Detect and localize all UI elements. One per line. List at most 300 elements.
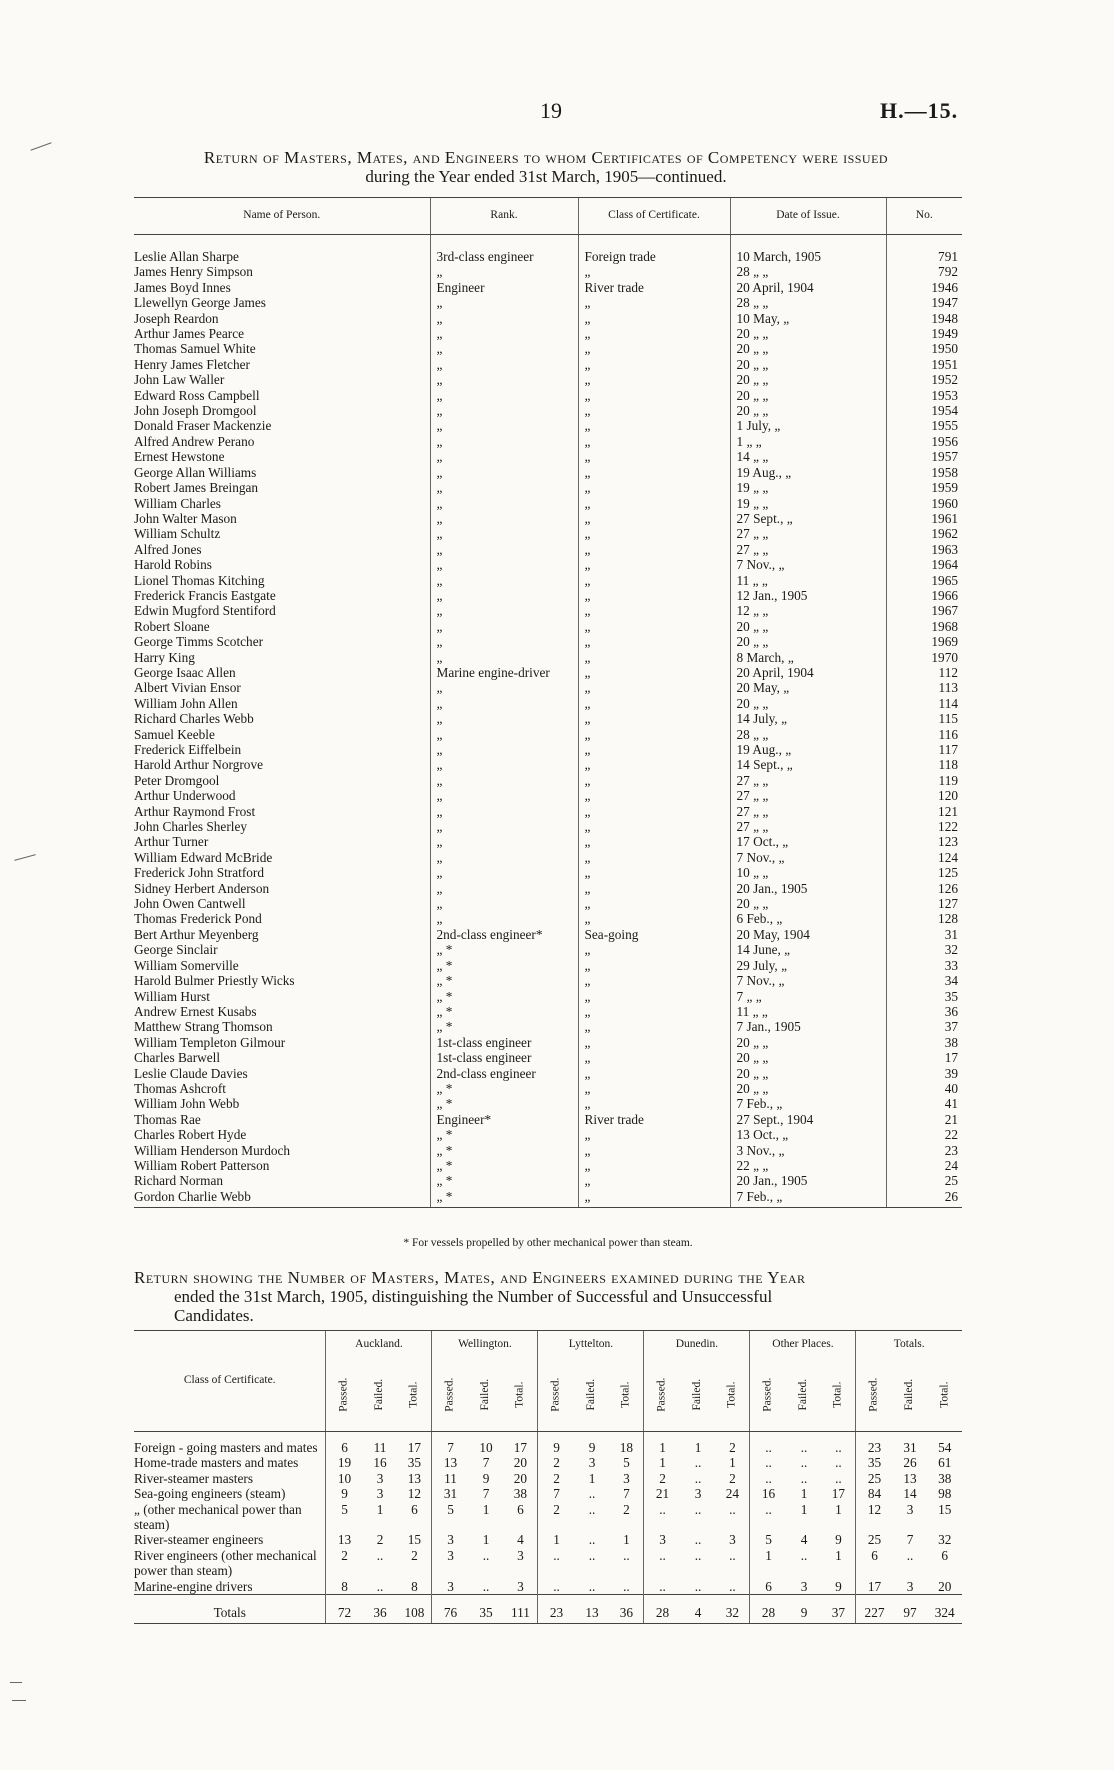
cell-value: 13 [903, 1470, 917, 1486]
table-row [134, 1189, 962, 1208]
cell-value: .. [588, 1547, 596, 1563]
table-row [134, 650, 962, 665]
certificate-class: „ [578, 1035, 730, 1050]
cell-value: 7 [482, 1486, 490, 1502]
subcolumn-label: Passed. [655, 1377, 668, 1413]
table-row [134, 619, 962, 634]
cell-value: 2 [644, 1471, 681, 1486]
rank: 1st-class engineer [430, 1050, 578, 1065]
certificate-number: 32 [886, 942, 962, 957]
cell-value: 3 [694, 1486, 702, 1502]
table2-title-line2: ended the 31st March, 1905, distinguishing the Number of Successful and Unsuccessful [174, 1287, 773, 1306]
table-row [134, 1081, 962, 1096]
cell-value: .. [482, 1578, 490, 1594]
certificate-class: „ [578, 834, 730, 849]
rank: „ [430, 511, 578, 526]
rank: „ [430, 850, 578, 865]
certificate-number: 122 [886, 819, 962, 834]
subcolumn-label: Total. [513, 1381, 526, 1409]
person-name: Peter Dromgool [134, 772, 220, 788]
cell-value: 7 [482, 1455, 490, 1471]
person-name: William Robert Patterson [134, 1157, 270, 1173]
rank: „ * [430, 1158, 578, 1173]
table-row [134, 942, 962, 957]
table-row [134, 295, 962, 310]
certificate-number: 791 [886, 235, 962, 265]
certificate-class: „ [578, 511, 730, 526]
table-row [134, 1066, 962, 1081]
certificate-number: 1954 [886, 403, 962, 418]
certificate-number: 1946 [886, 280, 962, 295]
certificate-class: „ [578, 958, 730, 973]
issue-date: 27 „ „ [730, 542, 886, 557]
rank: „ [430, 696, 578, 711]
rank: „ [430, 449, 578, 464]
certificate-class: „ [578, 819, 730, 834]
table-row [134, 989, 962, 1004]
cell-value: .. [906, 1547, 914, 1563]
table-row [134, 603, 962, 618]
table-row [134, 1019, 962, 1034]
issue-date: 20 April, 1904 [730, 280, 886, 295]
subcolumn-label: Total. [619, 1381, 632, 1409]
total-value: 28 [750, 1595, 787, 1624]
rank: „ * [430, 1004, 578, 1019]
issue-date: 14 Sept., „ [730, 757, 886, 772]
issue-date: 7 Nov., „ [730, 850, 886, 865]
cell-value: 32 [938, 1532, 952, 1548]
cell-value: 1 [835, 1501, 842, 1517]
group-header: Totals. [856, 1331, 962, 1360]
table2-title-line3: Candidates. [174, 1306, 254, 1325]
issue-date: 20 May, 1904 [730, 927, 886, 942]
subcolumn-header [432, 1359, 469, 1432]
cell-value: .. [750, 1502, 787, 1533]
certificate-class: „ [578, 1143, 730, 1158]
person-name: Matthew Strang Thomson [134, 1019, 273, 1035]
issue-date: 27 „ „ [730, 788, 886, 803]
col-rank: Rank. [430, 198, 578, 235]
cell-value: 14 [903, 1486, 917, 1502]
cell-value: .. [835, 1455, 842, 1471]
table-row [134, 357, 962, 372]
table-row [134, 788, 962, 803]
cell-value: 3 [432, 1579, 469, 1595]
rank: „ [430, 341, 578, 356]
issue-date: 20 „ „ [730, 1035, 886, 1050]
certificates-table-body [134, 235, 962, 1208]
rank: „ * [430, 973, 578, 988]
cell-value: 6 [856, 1548, 893, 1579]
cell-value: .. [729, 1547, 736, 1563]
subcolumn-label: Failed. [903, 1379, 916, 1411]
person-name: William Templeton Gilmour [134, 1034, 286, 1050]
person-name: John Joseph Dromgool [134, 403, 257, 419]
cell-value: .. [644, 1502, 681, 1533]
person-name: George Allan Williams [134, 464, 257, 480]
certificate-number: 118 [886, 757, 962, 772]
issue-date: 8 March, „ [730, 650, 886, 665]
certificate-number: 127 [886, 896, 962, 911]
table-row [134, 1050, 962, 1065]
row-label: Foreign - going masters and mates [134, 1440, 318, 1455]
cell-value: 3 [729, 1532, 736, 1548]
table-row [134, 1158, 962, 1173]
certificate-class: „ [578, 850, 730, 865]
person-name: Sidney Herbert Anderson [134, 880, 270, 896]
margin-mark [14, 854, 36, 861]
rank: „ [430, 434, 578, 449]
table1-title-line2: during the Year ended 31st March, 1905—continued. [365, 167, 727, 186]
cell-value: 2 [729, 1470, 736, 1486]
cell-value: 1 [729, 1455, 736, 1471]
table-row [134, 1486, 962, 1501]
certificate-class: „ [578, 619, 730, 634]
certificate-class: „ [578, 465, 730, 480]
rank: „ [430, 403, 578, 418]
cell-value: 3 [906, 1501, 914, 1517]
rank: „ [430, 357, 578, 372]
cell-value: .. [588, 1532, 596, 1548]
certificate-class: „ [578, 496, 730, 511]
issue-date: 20 May, „ [730, 680, 886, 695]
cell-value: 7 [906, 1532, 914, 1548]
certificate-class: „ [578, 1050, 730, 1065]
col-name: Name of Person. [134, 198, 430, 235]
issue-date: 14 „ „ [730, 449, 886, 464]
cell-value: 61 [938, 1455, 952, 1471]
table-row [134, 434, 962, 449]
row-label: River-steamer masters [134, 1470, 253, 1486]
table-row [134, 865, 962, 880]
certificate-number: 114 [886, 696, 962, 711]
person-name: Harry King [134, 649, 195, 665]
certificate-class: „ [578, 650, 730, 665]
rank: „ [430, 680, 578, 695]
cell-value: 1 [835, 1547, 842, 1563]
table-row [134, 557, 962, 572]
cell-value: 6 [517, 1501, 524, 1517]
total-value: 324 [927, 1595, 962, 1624]
cell-value: .. [800, 1455, 808, 1471]
subcolumn-label: Total. [725, 1381, 738, 1409]
cell-value: 7 [432, 1432, 469, 1456]
cell-value: .. [835, 1470, 842, 1486]
certificate-number: 26 [886, 1189, 962, 1208]
certificate-class: „ [578, 757, 730, 772]
cell-value: 20 [513, 1470, 528, 1486]
issue-date: 20 „ „ [730, 1081, 886, 1096]
certificate-number: 1967 [886, 603, 962, 618]
person-name: William John Allen [134, 695, 238, 711]
cell-value: 15 [938, 1501, 952, 1517]
rank: 2nd-class engineer* [430, 927, 578, 942]
margin-mark [10, 1682, 22, 1683]
cell-value: 38 [513, 1486, 528, 1502]
cell-value: 2 [326, 1548, 363, 1579]
issue-date: 6 Feb., „ [730, 911, 886, 926]
table-row [134, 804, 962, 819]
rank: „ [430, 418, 578, 433]
cell-value: 1 [482, 1532, 490, 1548]
subcolumn-header [644, 1359, 681, 1432]
table-row [134, 496, 962, 511]
rank: „ [430, 711, 578, 726]
certificate-number: 23 [886, 1143, 962, 1158]
issue-date: 20 „ „ [730, 357, 886, 372]
person-name: Frederick Francis Eastgate [134, 587, 276, 603]
certificate-class: „ [578, 742, 730, 757]
table-row [134, 1471, 962, 1486]
issue-date: 10 „ „ [730, 865, 886, 880]
certificate-class: „ [578, 773, 730, 788]
cell-value: .. [800, 1547, 808, 1563]
cell-value: .. [644, 1579, 681, 1595]
certificate-class: „ [578, 989, 730, 1004]
cell-value: 9 [835, 1532, 842, 1548]
issue-date: 1 July, „ [730, 418, 886, 433]
cell-value: 35 [856, 1455, 893, 1470]
cell-value: 17 [407, 1440, 422, 1455]
cell-value: 9 [835, 1578, 842, 1594]
person-name: George Timms Scotcher [134, 634, 264, 650]
rank: „ [430, 819, 578, 834]
rank: „ [430, 834, 578, 849]
issue-date: 19 Aug., „ [730, 742, 886, 757]
person-name: Edward Ross Campbell [134, 387, 260, 403]
rank: „ * [430, 1173, 578, 1188]
issue-date: 27 „ „ [730, 819, 886, 834]
certificate-number: 123 [886, 834, 962, 849]
cell-value: .. [376, 1578, 384, 1594]
person-name: Leslie Claude Davies [134, 1065, 248, 1081]
table-row [134, 819, 962, 834]
page-number: 19 [540, 98, 562, 123]
cell-value: .. [729, 1578, 736, 1594]
total-value: 23 [538, 1595, 575, 1624]
cell-value: 7 [538, 1486, 575, 1501]
cell-value: 13 [432, 1455, 469, 1470]
certificate-number: 33 [886, 958, 962, 973]
person-name: Donald Fraser Mackenzie [134, 418, 272, 434]
col-class-of-certificate: Class of Certificate. [134, 1331, 326, 1432]
table-row [134, 742, 962, 757]
certificate-number: 1949 [886, 326, 962, 341]
person-name: George Isaac Allen [134, 664, 236, 680]
certificate-number: 119 [886, 773, 962, 788]
person-name: Ernest Hewstone [134, 449, 225, 465]
certificate-number: 1969 [886, 634, 962, 649]
rank: „ [430, 619, 578, 634]
cell-value: 2 [623, 1501, 630, 1517]
margin-mark [30, 142, 51, 150]
cell-value: 20 [513, 1455, 528, 1471]
cell-value: 13 [326, 1532, 363, 1547]
cell-value: 12 [856, 1502, 893, 1533]
cell-value: 12 [407, 1486, 422, 1502]
subcolumn-label: Passed. [337, 1377, 350, 1413]
issue-date: 28 „ „ [730, 264, 886, 279]
table-row [134, 1532, 962, 1547]
table-row [134, 973, 962, 988]
cell-value: .. [694, 1532, 702, 1548]
cell-value: 54 [938, 1440, 952, 1455]
issue-date: 27 „ „ [730, 773, 886, 788]
table1-title-line1: Return of Masters, Mates, and Engineers to whom Certificates of Competency were issued [203, 148, 889, 167]
certificate-number: 1957 [886, 449, 962, 464]
rank: „ * [430, 1143, 578, 1158]
group-header: Dunedin. [644, 1331, 750, 1360]
certificate-class: „ [578, 542, 730, 557]
cell-value: 2 [538, 1502, 575, 1533]
cell-value: 3 [517, 1578, 524, 1594]
rank: „ * [430, 1019, 578, 1034]
table-row [134, 1096, 962, 1111]
cell-value: .. [750, 1471, 787, 1486]
certificate-class: „ [578, 311, 730, 326]
certificate-class: „ [578, 403, 730, 418]
table-row [134, 326, 962, 341]
rank: „ * [430, 1081, 578, 1096]
total-value: 28 [644, 1595, 681, 1624]
cell-value: .. [538, 1548, 575, 1579]
person-name: Albert Vivian Ensor [134, 680, 241, 696]
subcolumn-label: Failed. [691, 1379, 704, 1411]
certificate-class: „ [578, 680, 730, 695]
certificate-number: 1965 [886, 573, 962, 588]
certificate-number: 792 [886, 264, 962, 279]
issue-date: 22 „ „ [730, 1158, 886, 1173]
cell-value: 8 [411, 1578, 418, 1594]
certificate-number: 125 [886, 865, 962, 880]
total-value: 36 [609, 1595, 644, 1624]
person-name: Richard Charles Webb [134, 711, 254, 727]
certificate-number: 35 [886, 989, 962, 1004]
certificate-class: „ [578, 942, 730, 957]
certificate-class: River trade [578, 280, 730, 295]
row-label: River-steamer engineers [134, 1532, 264, 1548]
cell-value: 1 [482, 1501, 490, 1517]
issue-date: 7 „ „ [730, 989, 886, 1004]
person-name: William Henderson Murdoch [134, 1142, 291, 1158]
certificate-number: 1960 [886, 496, 962, 511]
table-row [134, 911, 962, 926]
certificate-number: 1970 [886, 650, 962, 665]
certificate-class: Foreign trade [578, 235, 730, 265]
cell-value: 1 [800, 1501, 808, 1517]
total-value: 37 [821, 1595, 856, 1624]
subcolumn-header [821, 1359, 856, 1432]
certificate-number: 112 [886, 665, 962, 680]
certificate-class: „ [578, 588, 730, 603]
certificate-class: „ [578, 665, 730, 680]
certificate-class: „ [578, 788, 730, 803]
issue-date: 12 „ „ [730, 603, 886, 618]
cell-value: 17 [831, 1486, 846, 1502]
total-value: 76 [432, 1595, 469, 1624]
person-name: John Charles Sherley [134, 819, 248, 835]
subcolumn-header [609, 1359, 644, 1432]
subcolumn-header [469, 1359, 504, 1432]
certificate-class: „ [578, 1158, 730, 1173]
rank: „ [430, 603, 578, 618]
rank: „ [430, 865, 578, 880]
margin-mark [12, 1700, 26, 1701]
subcolumn-header [787, 1359, 822, 1432]
rank: „ [430, 542, 578, 557]
cell-value: 6 [411, 1501, 418, 1517]
rank: Marine engine-driver [430, 665, 578, 680]
certificate-class: „ [578, 1019, 730, 1034]
subcolumn-label: Passed. [549, 1377, 562, 1413]
cell-value: .. [376, 1547, 384, 1563]
subcolumn-header [927, 1359, 962, 1432]
person-name: Gordon Charlie Webb [134, 1189, 430, 1208]
certificate-number: 117 [886, 742, 962, 757]
certificates-table [134, 197, 962, 1208]
group-header: Lyttelton. [538, 1331, 644, 1360]
certificate-number: 1956 [886, 434, 962, 449]
row-label: River engineers (other mechanical power than steam) [134, 1547, 317, 1579]
table-row [134, 958, 962, 973]
table-row [134, 465, 962, 480]
cell-value: 10 [326, 1471, 363, 1486]
certificate-number: 34 [886, 973, 962, 988]
footnote: * For vessels propelled by other mechanical power than steam. [403, 1237, 693, 1249]
cell-value: 23 [856, 1432, 893, 1456]
certificate-class: „ [578, 603, 730, 618]
cell-value: 98 [938, 1486, 952, 1502]
examinations-table-body [134, 1432, 962, 1624]
cell-value: 2 [729, 1440, 736, 1455]
subcolumn-label: Passed. [761, 1377, 774, 1413]
issue-date: 20 „ „ [730, 388, 886, 403]
cell-value: 8 [326, 1579, 363, 1595]
row-label: Home-trade masters and mates [134, 1455, 299, 1471]
subcolumn-label: Total. [831, 1381, 844, 1409]
issue-date: 28 „ „ [730, 295, 886, 310]
total-value: 72 [326, 1595, 363, 1624]
person-name: Robert James Breingan [134, 480, 259, 496]
table-row [134, 634, 962, 649]
person-name: Alfred Andrew Perano [134, 433, 255, 449]
cell-value: 5 [623, 1455, 630, 1471]
rank: „ [430, 742, 578, 757]
certificate-class: River trade [578, 1112, 730, 1127]
cell-value: .. [800, 1440, 808, 1455]
person-name: Frederick Eiffelbein [134, 742, 242, 757]
group-header: Wellington. [432, 1331, 538, 1360]
certificate-class: „ [578, 434, 730, 449]
cell-value: .. [588, 1501, 596, 1517]
issue-date: 20 „ „ [730, 1066, 886, 1081]
certificate-number: 115 [886, 711, 962, 726]
rank: „ [430, 896, 578, 911]
certificate-class: „ [578, 264, 730, 279]
cell-value: 1 [694, 1440, 702, 1455]
cell-value: 16 [750, 1486, 787, 1501]
cell-value: 17 [856, 1579, 893, 1595]
certificate-class: „ [578, 526, 730, 541]
certificate-class: „ [578, 1081, 730, 1096]
table-row [134, 1455, 962, 1470]
table-row [134, 927, 962, 942]
rank: „ * [430, 942, 578, 957]
cell-value: 3 [432, 1532, 469, 1547]
issue-date: 29 July, „ [730, 958, 886, 973]
subcolumn-header [893, 1359, 928, 1432]
cell-value: 9 [326, 1486, 363, 1501]
